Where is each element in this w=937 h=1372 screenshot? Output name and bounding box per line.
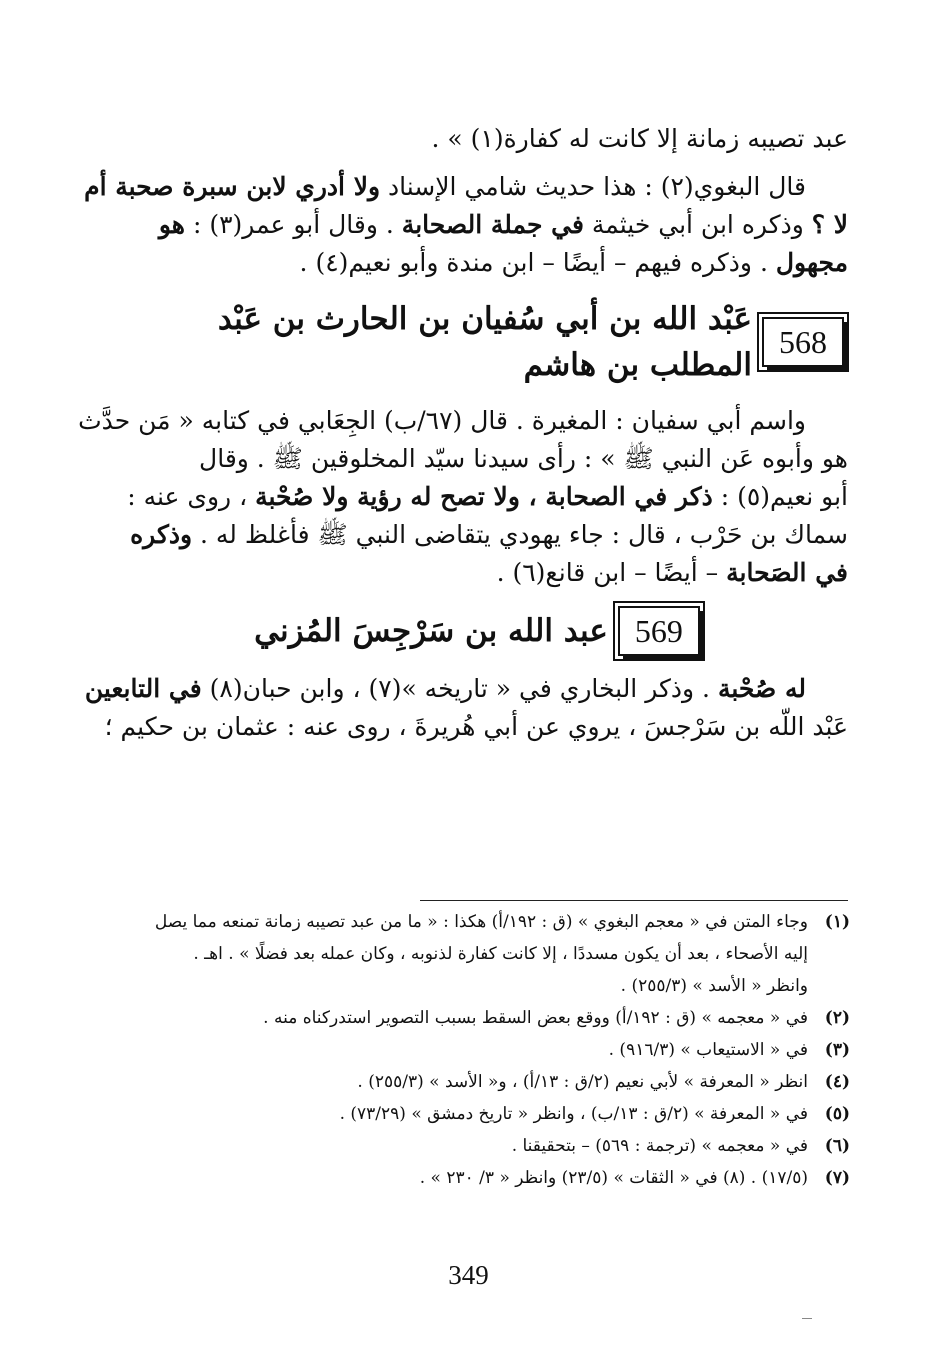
text-line: عَبْد اللّه بن سَرْجسَ ، يروي عن أبي هُريرةَ ، روى عنه : عثمان بن حكيم ؛ [104, 712, 848, 741]
footnote [150, 906, 850, 938]
footnote-number [818, 938, 850, 970]
entry-title: عَبْد الله بن أبي سُفيان بن الحارث بن عَبْد المطلب بن هاشم [217, 301, 752, 383]
text-line [84, 670, 848, 708]
text-span: . وقال أبو عمر(٣) : [185, 210, 402, 239]
page-body [78, 120, 848, 756]
footnote-text: في « معجمه » (ترجمة : ٥٦٩) – بتحقيقنا . [511, 1136, 808, 1156]
bold-span: في الصَحابة [726, 558, 848, 587]
bold-span: هو [158, 210, 185, 239]
bold-span: ذكر في الصحابة ، ولا تصح له رؤية ولا صُحْبة [255, 482, 713, 511]
footnote-text: (١٧/٥) . (٨) في « الثقات » (٢٣/٥) وانظر « ٣/ ٢٣٠ » . [419, 1168, 808, 1188]
text-line: هو وأبوه عَن النبي ﷺ » : رأى سيدنا سيّد المخلوقين ﷺ . وقال [199, 444, 848, 473]
intro-paragraph [110, 120, 848, 158]
text-line [110, 244, 848, 282]
footnote [150, 1034, 850, 1066]
footnote-number: (١) [824, 912, 850, 932]
entry-569-heading [110, 606, 848, 656]
text-span: . وذكره فيهم – أيضًا – ابن مندة وأبو نعيم(٤) . [299, 248, 776, 277]
entry-568-heading [110, 296, 848, 388]
footnote [150, 1162, 850, 1194]
footnote [150, 970, 850, 1002]
entry-568-body [78, 402, 848, 592]
footnote-number: (٧) [824, 1168, 850, 1188]
footnote [150, 1002, 850, 1034]
bold-span: له صُحْبة [717, 674, 806, 703]
footnote-number: (٤) [824, 1072, 850, 1092]
footnote [150, 938, 850, 970]
footnote-number: (٥) [824, 1104, 850, 1124]
scan-mark [802, 1318, 812, 1319]
text-line: واسم أبي سفيان : المغيرة . قال (٦٧/ب) الجِعَابي في كتابه « مَن حدَّث [78, 406, 806, 435]
text-span: أبو نعيم(٥) : [712, 482, 848, 511]
bold-span: في التابعين [84, 674, 202, 703]
footnote-text: إليه الأصحاء ، بعد أن يكون مسددًا ، إلا كانت كفارة لذنوبه ، وكان عمله بعد فضلًا » . اهـ . [193, 944, 808, 964]
entry-569-body [84, 670, 848, 746]
bold-span: مجهول [775, 248, 848, 277]
footnote-number: (٦) [824, 1136, 850, 1156]
entry-number-badge: 569 [618, 606, 700, 656]
text-line [110, 478, 848, 516]
bold-span: لا ؟ [811, 210, 848, 239]
footnote-text: في « معجمه » (ق : ١٩٢/أ) ووقع بعض السقط بسبب التصوير استدركناه منه . [263, 1008, 808, 1028]
entry-title: عبد الله بن سَرْجِسَ المُزني [254, 613, 608, 649]
page-number: 349 [448, 1260, 489, 1290]
footnote-text: وجاء المتن في « معجم البغوي » (ق : ١٩٢/أ) هكذا : « ما من عبد تصيبه زمانة تمنعه مما يصل [154, 912, 808, 932]
text-line [110, 206, 848, 244]
entry-number-badge: 568 [762, 317, 844, 367]
bold-span: وذكره [130, 520, 193, 549]
footnote-number [818, 970, 850, 1002]
bold-span: في جملة الصحابة [401, 210, 584, 239]
text-span: وذكره ابن أبي خيثمة [583, 210, 812, 239]
text-line: عبد تصيبه زمانة إلا كانت له كفارة(١) » . [431, 124, 848, 153]
footnote-text: في « المعرفة » (٢/ق : ١٣/ب) ، وانظر « تاريخ دمشق » (٧٣/٢٩) . [339, 1104, 808, 1124]
text-span: قال البغوي(٢) : هذا حديث شامي الإسناد [380, 172, 806, 201]
footnote-text: وانظر « الأسد » (٢٥٥/٣) . [620, 976, 808, 996]
text-span: – أيضًا – ابن قانع(٦) . [496, 558, 727, 587]
text-line [110, 554, 848, 592]
text-span: ، روى عنه : [127, 482, 256, 511]
text-line [84, 168, 848, 206]
text-line [110, 516, 848, 554]
footnote-text: انظر « المعرفة » لأبي نعيم (٢/ق : ١٣/أ) ، و« الأسد » (٢٥٥/٣) . [357, 1072, 808, 1092]
baghawi-paragraph [84, 168, 848, 282]
text-span: سماك بن حَرْب ، قال : جاء يهودي يتقاضى النبي ﷺ فأغلظ له . [192, 520, 848, 549]
footnotes [150, 906, 850, 1194]
text-span: . وذكر البخاري في « تاريخه »(٧) ، وابن حبان(٨) [201, 674, 718, 703]
footnote-number: (٢) [824, 1008, 850, 1028]
footnote [150, 1066, 850, 1098]
footnote-number: (٣) [824, 1040, 850, 1060]
footnote [150, 1098, 850, 1130]
bold-span: ولا أدري لابن سبرة صحبة أم [84, 172, 381, 201]
footnote-divider [420, 900, 848, 901]
footnote [150, 1130, 850, 1162]
footnote-text: في « الاستيعاب » (٩١٦/٣) . [608, 1040, 808, 1060]
